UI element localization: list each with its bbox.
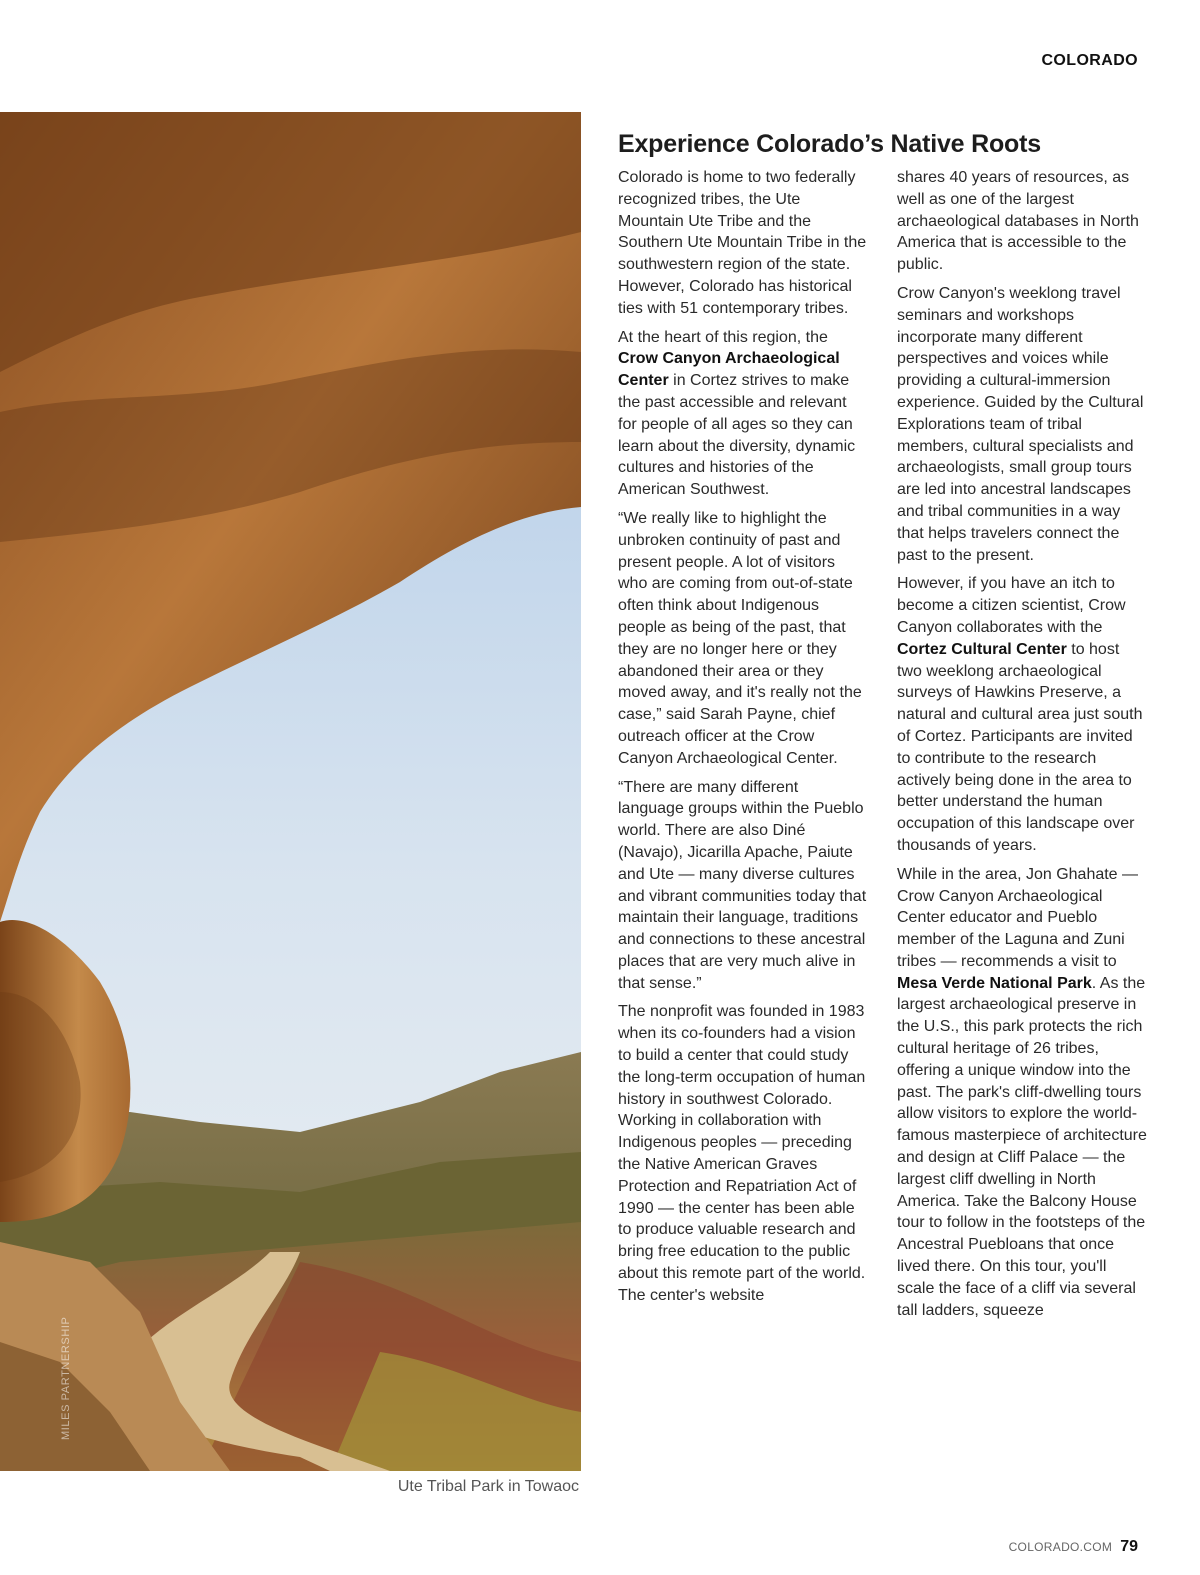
paragraph: At the heart of this region, the Crow Canyon Archaeological Center in Cortez strives to make the past accessible and relevant for people of all ages so they can learn about the diversity, dynamic cultures and histories of the American Southwest. bbox=[618, 328, 856, 499]
canyon-landscape-illustration bbox=[0, 112, 581, 1471]
footer-site-name: COLORADO.COM bbox=[1008, 1540, 1113, 1554]
article-column-right bbox=[897, 167, 1147, 1328]
photo-credit: MILES PARTNERSHIP bbox=[60, 1316, 72, 1440]
paragraph: “We really like to highlight the unbroken continuity of past and present people. A lot of visitors who are coming from out-of-state often think about Indigenous people as being of the past, that they are no longer here or they abandoned their area or they moved away, and it's really not the case,” said Sarah Payne, chief outreach officer at the Crow Canyon Archaeological Center. bbox=[618, 509, 862, 767]
paragraph: shares 40 years of resources, as well as one of the largest archaeological databases in North America that is accessible to the public. bbox=[897, 169, 1139, 274]
paragraph: However, if you have an itch to become a citizen scientist, Crow Canyon collaborates with the Cortez Cultural Center to host two weeklong archaeological surveys of Hawkins Preserve, a natural and cultural area just south of Cortez. Participants are invited to contribute to the research actively being done in the area to better understand the human occupation of this landscape over thousands of years. bbox=[897, 575, 1143, 854]
article-headline: Experience Colorado’s Native Roots bbox=[618, 130, 1041, 158]
page-number: 79 bbox=[1120, 1538, 1138, 1555]
paragraph: “There are many different language groups within the Pueblo world. There are also Diné (Navajo), Jicarilla Apache, Paiute and Ute — many diverse cultures and vibrant communities today that maintain their language, traditions and connections to these ancestral places that are very much alive in that sense.” bbox=[618, 778, 867, 992]
feature-photo bbox=[0, 112, 581, 1471]
highlighted-place-name: Mesa Verde National Park bbox=[897, 974, 1092, 992]
highlighted-place-name: Cortez Cultural Center bbox=[897, 640, 1067, 658]
paragraph: Crow Canyon's weeklong travel seminars and workshops incorporate many different perspectives and voices while providing a cultural-immersion experience. Guided by the Cultural Explorations team of tribal members, cultural specialists and archaeologists, small group tours are led into ancestral landscapes and tribal communities in a way that helps travelers connect the past to the present. bbox=[897, 284, 1144, 564]
article-column-left bbox=[618, 167, 868, 1314]
highlighted-place-name: Crow Canyon Archaeological Center bbox=[618, 350, 840, 390]
page-footer bbox=[1009, 1538, 1138, 1556]
photo-caption: Ute Tribal Park in Towaoc bbox=[397, 1478, 579, 1495]
paragraph: Colorado is home to two federally recognized tribes, the Ute Mountain Ute Tribe and the Southern Ute Mountain Tribe in the southwestern region of the state. However, Colorado has historical ties with 51 contemporary tribes. bbox=[618, 169, 867, 317]
paragraph: While in the area, Jon Ghahate — Crow Canyon Archaeological Center educator and Pueblo member of the Laguna and Zuni tribes — recommends a visit to Mesa Verde National Park. As the largest archaeological preserve in the U.S., this park protects the rich cultural heritage of 26 tribes, offering a unique window into the past. The park's cliff-dwelling tours allow visitors to explore the world-famous masterpiece of architecture and design at Cliff Palace — the largest cliff dwelling in North America. Take the Balcony House tour to follow in the footsteps of the Ancestral Puebloans that once lived there. On this tour, you'll scale the face of a cliff via several tall ladders, squeeze bbox=[897, 865, 1147, 1319]
section-label: COLORADO bbox=[1041, 52, 1138, 69]
paragraph: The nonprofit was founded in 1983 when its co-founders had a vision to build a center that could study the long-term occupation of human history in southwest Colorado. Working in collaboration with Indigenous peoples — preceding the Native American Graves Protection and Repatriation Act of 1990 — the center has been able to produce valuable research and bring free education to the public about this remote part of the world. The center's website bbox=[618, 1003, 866, 1304]
